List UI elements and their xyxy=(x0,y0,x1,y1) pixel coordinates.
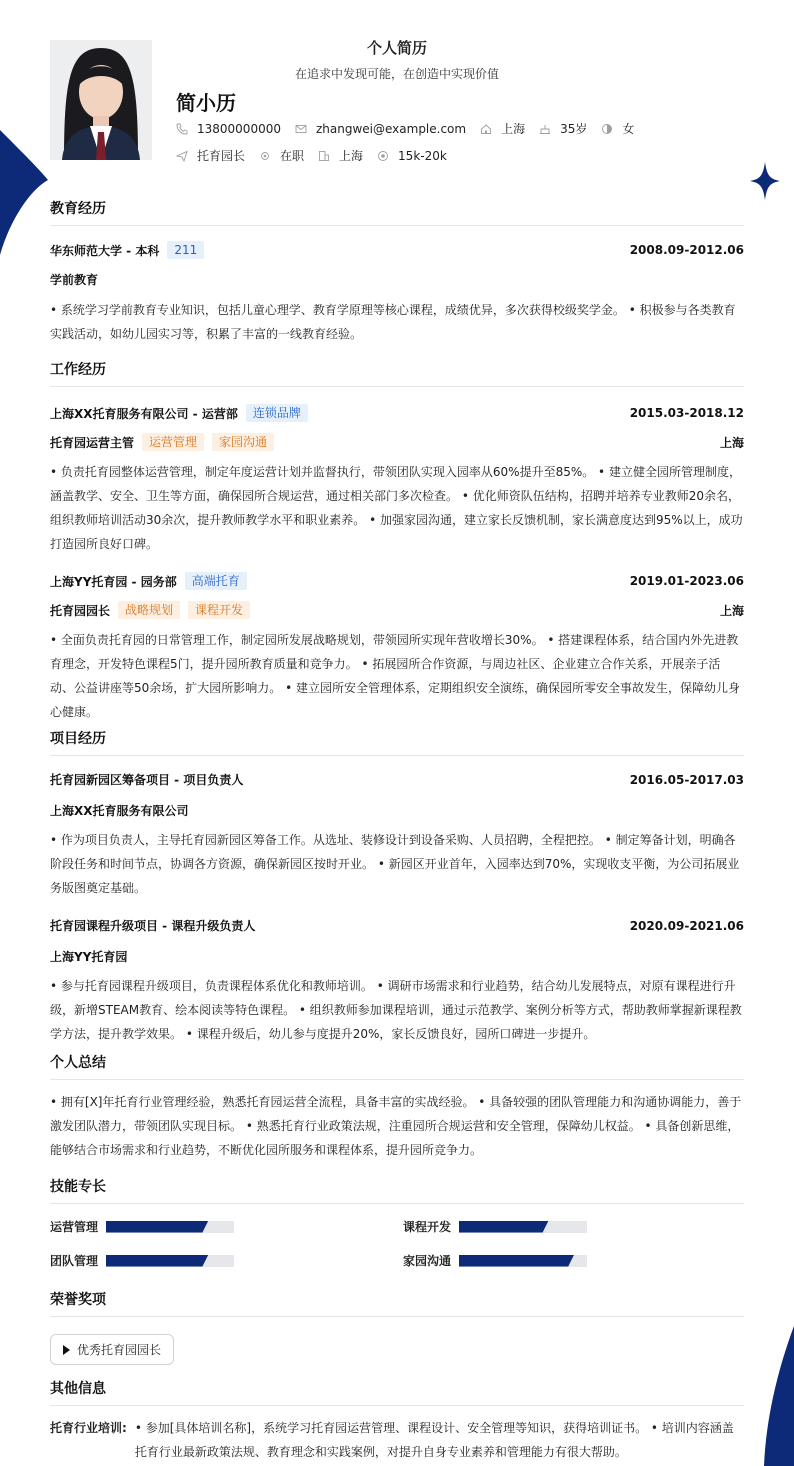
skill-bar xyxy=(459,1255,587,1267)
sparkle-icon xyxy=(750,162,780,200)
skill-bar-fill xyxy=(459,1255,574,1267)
page-title: 个人简历 xyxy=(366,39,427,57)
job-intent-row xyxy=(176,147,461,164)
skill-bar-fill xyxy=(106,1221,208,1233)
skills-grid xyxy=(50,1204,744,1274)
skill-tag: 战略规划 xyxy=(118,601,180,619)
description: • 参与托育园课程升级项目，负责课程体系优化和教师培训。 • 调研市场需求和行业趋势，结合幼儿发展特点，对原有课程进行升级，新增STEAM教育、绘本阅读等特色课程。 • 组织教师参加课程培训，通过示范教学、案例分析等方式，帮助教师掌握新课程教学方法，提升教学效果。 • 课程升级后，幼儿参与度提升20%，家长反馈良好，园所口碑进一步提升。 xyxy=(50,979,742,1041)
target-city: 上海 xyxy=(318,147,363,164)
triangle-icon xyxy=(63,1345,70,1355)
skill-item xyxy=(403,1218,587,1235)
date-range: 2015.03-2018.12 xyxy=(629,406,744,420)
job-title: 托育园园长 xyxy=(50,603,111,618)
skill-tag: 课程开发 xyxy=(188,601,250,619)
project-org: 上海XX托育服务有限公司 xyxy=(50,804,189,818)
summary-section xyxy=(50,1052,744,1162)
email: zhangwei@example.com xyxy=(295,122,466,136)
description: • 系统学习学前教育专业知识，包括儿童心理学、教育学原理等核心课程，成绩优异，多次获得校级奖学金。 • 积极参与各类教育实践活动，如幼儿园实习等，积累了丰富的一线教育经验。 xyxy=(50,303,736,341)
section-title: 荣誉奖项 xyxy=(50,1289,744,1317)
skills-section xyxy=(50,1176,744,1274)
education-section xyxy=(50,198,744,346)
project-name: 托育园新园区筹备项目 - 项目负责人 xyxy=(50,773,244,787)
award-name: 优秀托育园园长 xyxy=(77,1343,162,1357)
company-name: 上海XX托育服务有限公司 - 运营部 xyxy=(50,406,238,421)
project-name: 托育园课程升级项目 - 课程升级负责人 xyxy=(50,919,256,933)
phone: 13800000000 xyxy=(176,122,281,136)
home-icon xyxy=(480,123,492,135)
city: 上海 xyxy=(480,120,525,137)
date-range: 2020.09-2021.06 xyxy=(629,918,744,933)
section-title: 其他信息 xyxy=(50,1378,744,1406)
contact-row xyxy=(176,120,648,137)
skill-bar xyxy=(106,1221,234,1233)
description: • 拥有[X]年托育行业管理经验，熟悉托育园运营全流程，具备丰富的实战经验。 • 具备较强的团队管理能力和沟通协调能力，善于激发团队潜力，带领团队实现目标。 • 熟悉托育行业政策法规，注重园所合规运营和安全管理，保障幼儿权益。 • 具备创新思维，能够结合市场需求和行业趋势，不断优化园所服务和课程体系，提升园所竞争力。 xyxy=(50,1095,742,1157)
date-range: 2008.09-2012.06 xyxy=(629,243,744,257)
company-tag: 高端托育 xyxy=(185,572,247,590)
skill-tag: 家园沟通 xyxy=(212,433,274,451)
slogan: 在追求中发现可能，在创造中实现价值 xyxy=(294,67,499,81)
coin-icon xyxy=(377,150,389,162)
send-icon xyxy=(176,150,188,162)
project-section xyxy=(50,728,744,1046)
description: • 作为项目负责人，主导托育园新园区筹备工作。从选址、装修设计到设备采购、人员招聘，全程把控。 • 制定筹备计划，明确各阶段任务和时间节点，协调各方资源，确保新园区按时开业。 • 新园区开业首年，入园率达到70%，实现收支平衡，为公司拓展业务版图奠定基础。 xyxy=(50,833,740,895)
school-name: 华东师范大学 - 本科 xyxy=(50,243,160,258)
gender-icon xyxy=(601,123,613,135)
skill-item xyxy=(50,1218,234,1235)
skill-bar xyxy=(459,1221,587,1233)
section-title: 技能专长 xyxy=(50,1176,744,1204)
section-title: 项目经历 xyxy=(50,728,744,756)
awards-section xyxy=(50,1289,744,1365)
date-range: 2019.01-2023.06 xyxy=(629,574,744,588)
skill-bar-fill xyxy=(106,1255,208,1267)
skill-item xyxy=(403,1252,587,1269)
gear-icon xyxy=(259,150,271,162)
skill-name: 运营管理 xyxy=(50,1220,99,1234)
phone-icon xyxy=(176,123,188,135)
other-key: 托育行业培训: xyxy=(50,1421,127,1435)
building-icon xyxy=(318,150,330,162)
candidate-name: 简小历 xyxy=(176,91,236,115)
mail-icon xyxy=(295,123,307,135)
skill-bar xyxy=(106,1255,234,1267)
other-section xyxy=(50,1378,744,1464)
major: 学前教育 xyxy=(50,273,99,287)
avatar-photo xyxy=(50,40,152,160)
skill-name: 团队管理 xyxy=(50,1254,99,1268)
company-tag: 连锁品牌 xyxy=(246,404,308,422)
target-position: 托育园长 xyxy=(176,147,245,164)
other-value: • 参加[具体培训名称]，系统学习托育园运营管理、课程设计、安全管理等知识，获得培训证书。 • 培训内容涵盖托育行业最新政策法规、教育理念和实践案例，对提升自身专业素养和管理能力有很大帮助。 xyxy=(134,1421,734,1459)
company-name: 上海YY托育园 - 园务部 xyxy=(50,574,177,589)
skill-tag: 运营管理 xyxy=(142,433,204,451)
job-city: 上海 xyxy=(719,435,744,450)
skill-bar-fill xyxy=(459,1221,549,1233)
age: 35岁 xyxy=(539,120,587,137)
skill-item xyxy=(50,1252,234,1269)
skill-name: 家园沟通 xyxy=(403,1254,452,1268)
cake-icon xyxy=(539,123,551,135)
work-section xyxy=(50,359,744,724)
job-title: 托育园运营主管 xyxy=(50,435,135,450)
section-title: 工作经历 xyxy=(50,359,744,387)
award-item xyxy=(50,1334,174,1365)
skill-name: 课程开发 xyxy=(403,1220,452,1234)
section-title: 个人总结 xyxy=(50,1052,744,1080)
section-title: 教育经历 xyxy=(50,198,744,226)
gender: 女 xyxy=(601,120,634,137)
job-city: 上海 xyxy=(719,603,744,618)
expected-salary: 15k-20k xyxy=(377,149,447,163)
description: • 全面负责托育园的日常管理工作，制定园所发展战略规划，带领园所实现年营收增长30%。 • 搭建课程体系，结合国内外先进教育理念，开发特色课程5门，提升园所教育质量和竞争力。 • 拓展园所合作资源，与周边社区、企业建立合作关系，开展亲子活动、公益讲座等50余场，扩大园所影响力。 • 建立园所安全管理体系，定期组织安全演练，确保园所零安全事故发生，保障幼儿身心健康。 xyxy=(50,633,740,719)
job-status: 在职 xyxy=(259,147,304,164)
project-org: 上海YY托育园 xyxy=(50,950,128,964)
school-tag: 211 xyxy=(167,241,204,259)
description: • 负责托育园整体运营管理，制定年度运营计划并监督执行，带领团队实现入园率从60%提升至85%。 • 建立健全园所管理制度，涵盖教学、安全、卫生等方面，确保园所合规运营，通过相关部门多次检查。 • 优化师资队伍结构，招聘并培养专业教师20余名，组织教师培训活动30余次，提升教师教学水平和职业素养。 • 加强家园沟通，建立家长反馈机制，家长满意度达到95%以上，成功打造园所良好口碑。 xyxy=(50,465,743,551)
date-range: 2016.05-2017.03 xyxy=(629,772,744,787)
